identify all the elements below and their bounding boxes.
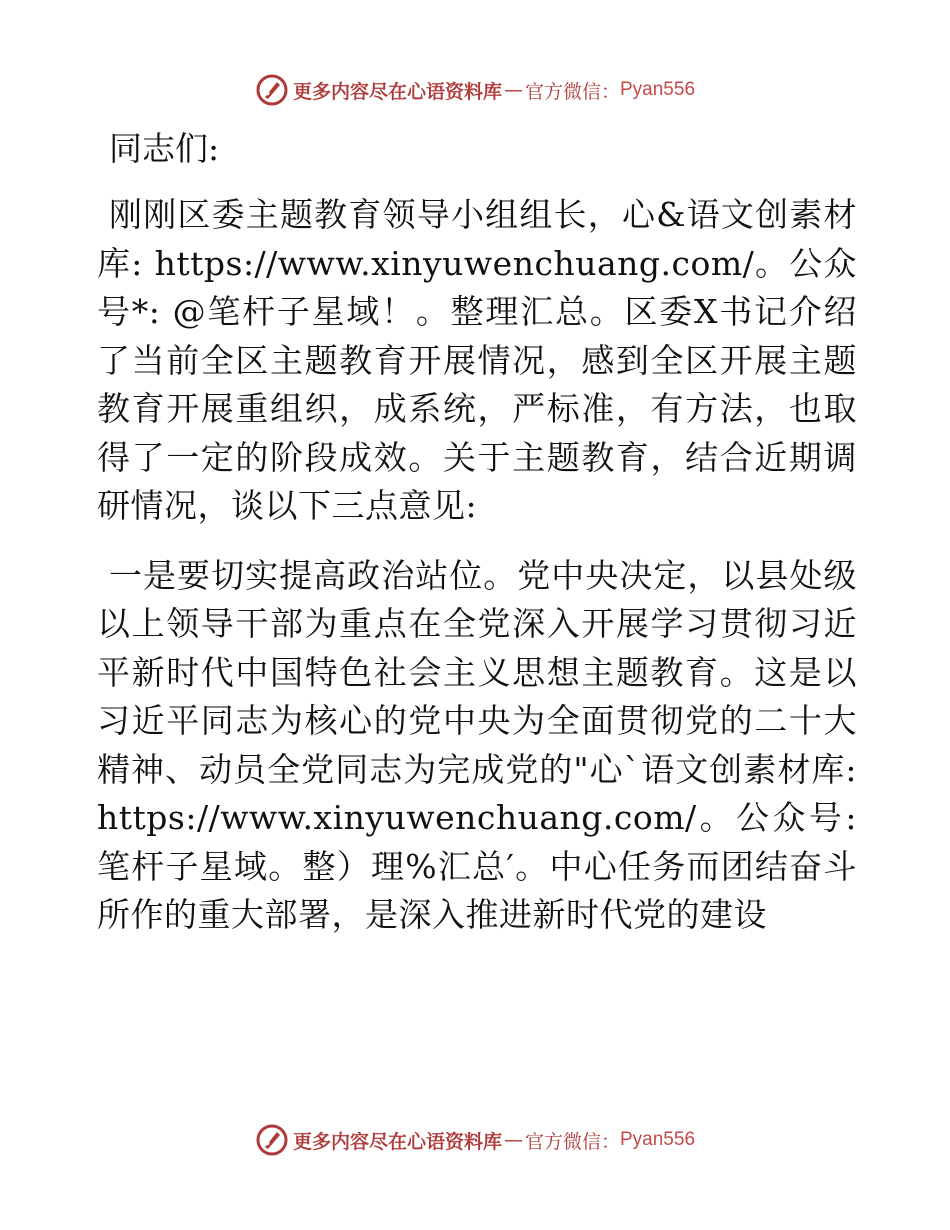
watermark-brand: 更多内容尽在心语资料库 <box>292 1130 502 1153</box>
pen-circle-logo-icon <box>255 1123 289 1157</box>
paragraph-point-one: 一是要切实提高政治站位。党中央决定，以县处级以上领导干部为重点在全党深入开展学习贯彻习近平新时代中国特色社会主义思想主题教育。这是以习近平同志为核心的党中央为全面贯彻党的二十大精神、动员全党同志为完成党的"心`语文创素材库: https://www.xinyuwenchuang.com/。公众号: 笔杆子星域。整）理%汇总′。中心任务而团结奋斗所作的重大部署，是深入推进新时代党的建设 <box>97 555 857 934</box>
watermark-dash: — <box>503 79 523 101</box>
pen-circle-logo-icon <box>255 73 289 107</box>
watermark-wechat-id: Pyan556 <box>620 79 696 100</box>
watermark-brand: 更多内容尽在心语资料库 <box>292 80 502 103</box>
watermark-dash: — <box>503 1129 523 1151</box>
header-watermark <box>0 70 950 110</box>
document-body <box>97 125 857 961</box>
watermark-wechat-label: 官方微信： <box>524 1130 620 1153</box>
paragraph-intro: 刚刚区委主题教育领导小组组长，心&语文创素材库: https://www.xinyuwenchuang.com/。公众号*: @笔杆子星域！。整理汇总。区委X书记介绍了当前全区主题教育开展情况，感到全区开展主题教育开展重组织，成系统，严标准，有方法，也取得了一定的阶段成效。关于主题教育，结合近期调研情况，谈以下三点意见: <box>97 195 857 525</box>
footer-watermark <box>0 1120 950 1160</box>
salutation: 同志们: <box>109 129 220 168</box>
watermark-wechat-label: 官方微信： <box>524 80 620 103</box>
watermark-wechat-id: Pyan556 <box>620 1129 696 1150</box>
